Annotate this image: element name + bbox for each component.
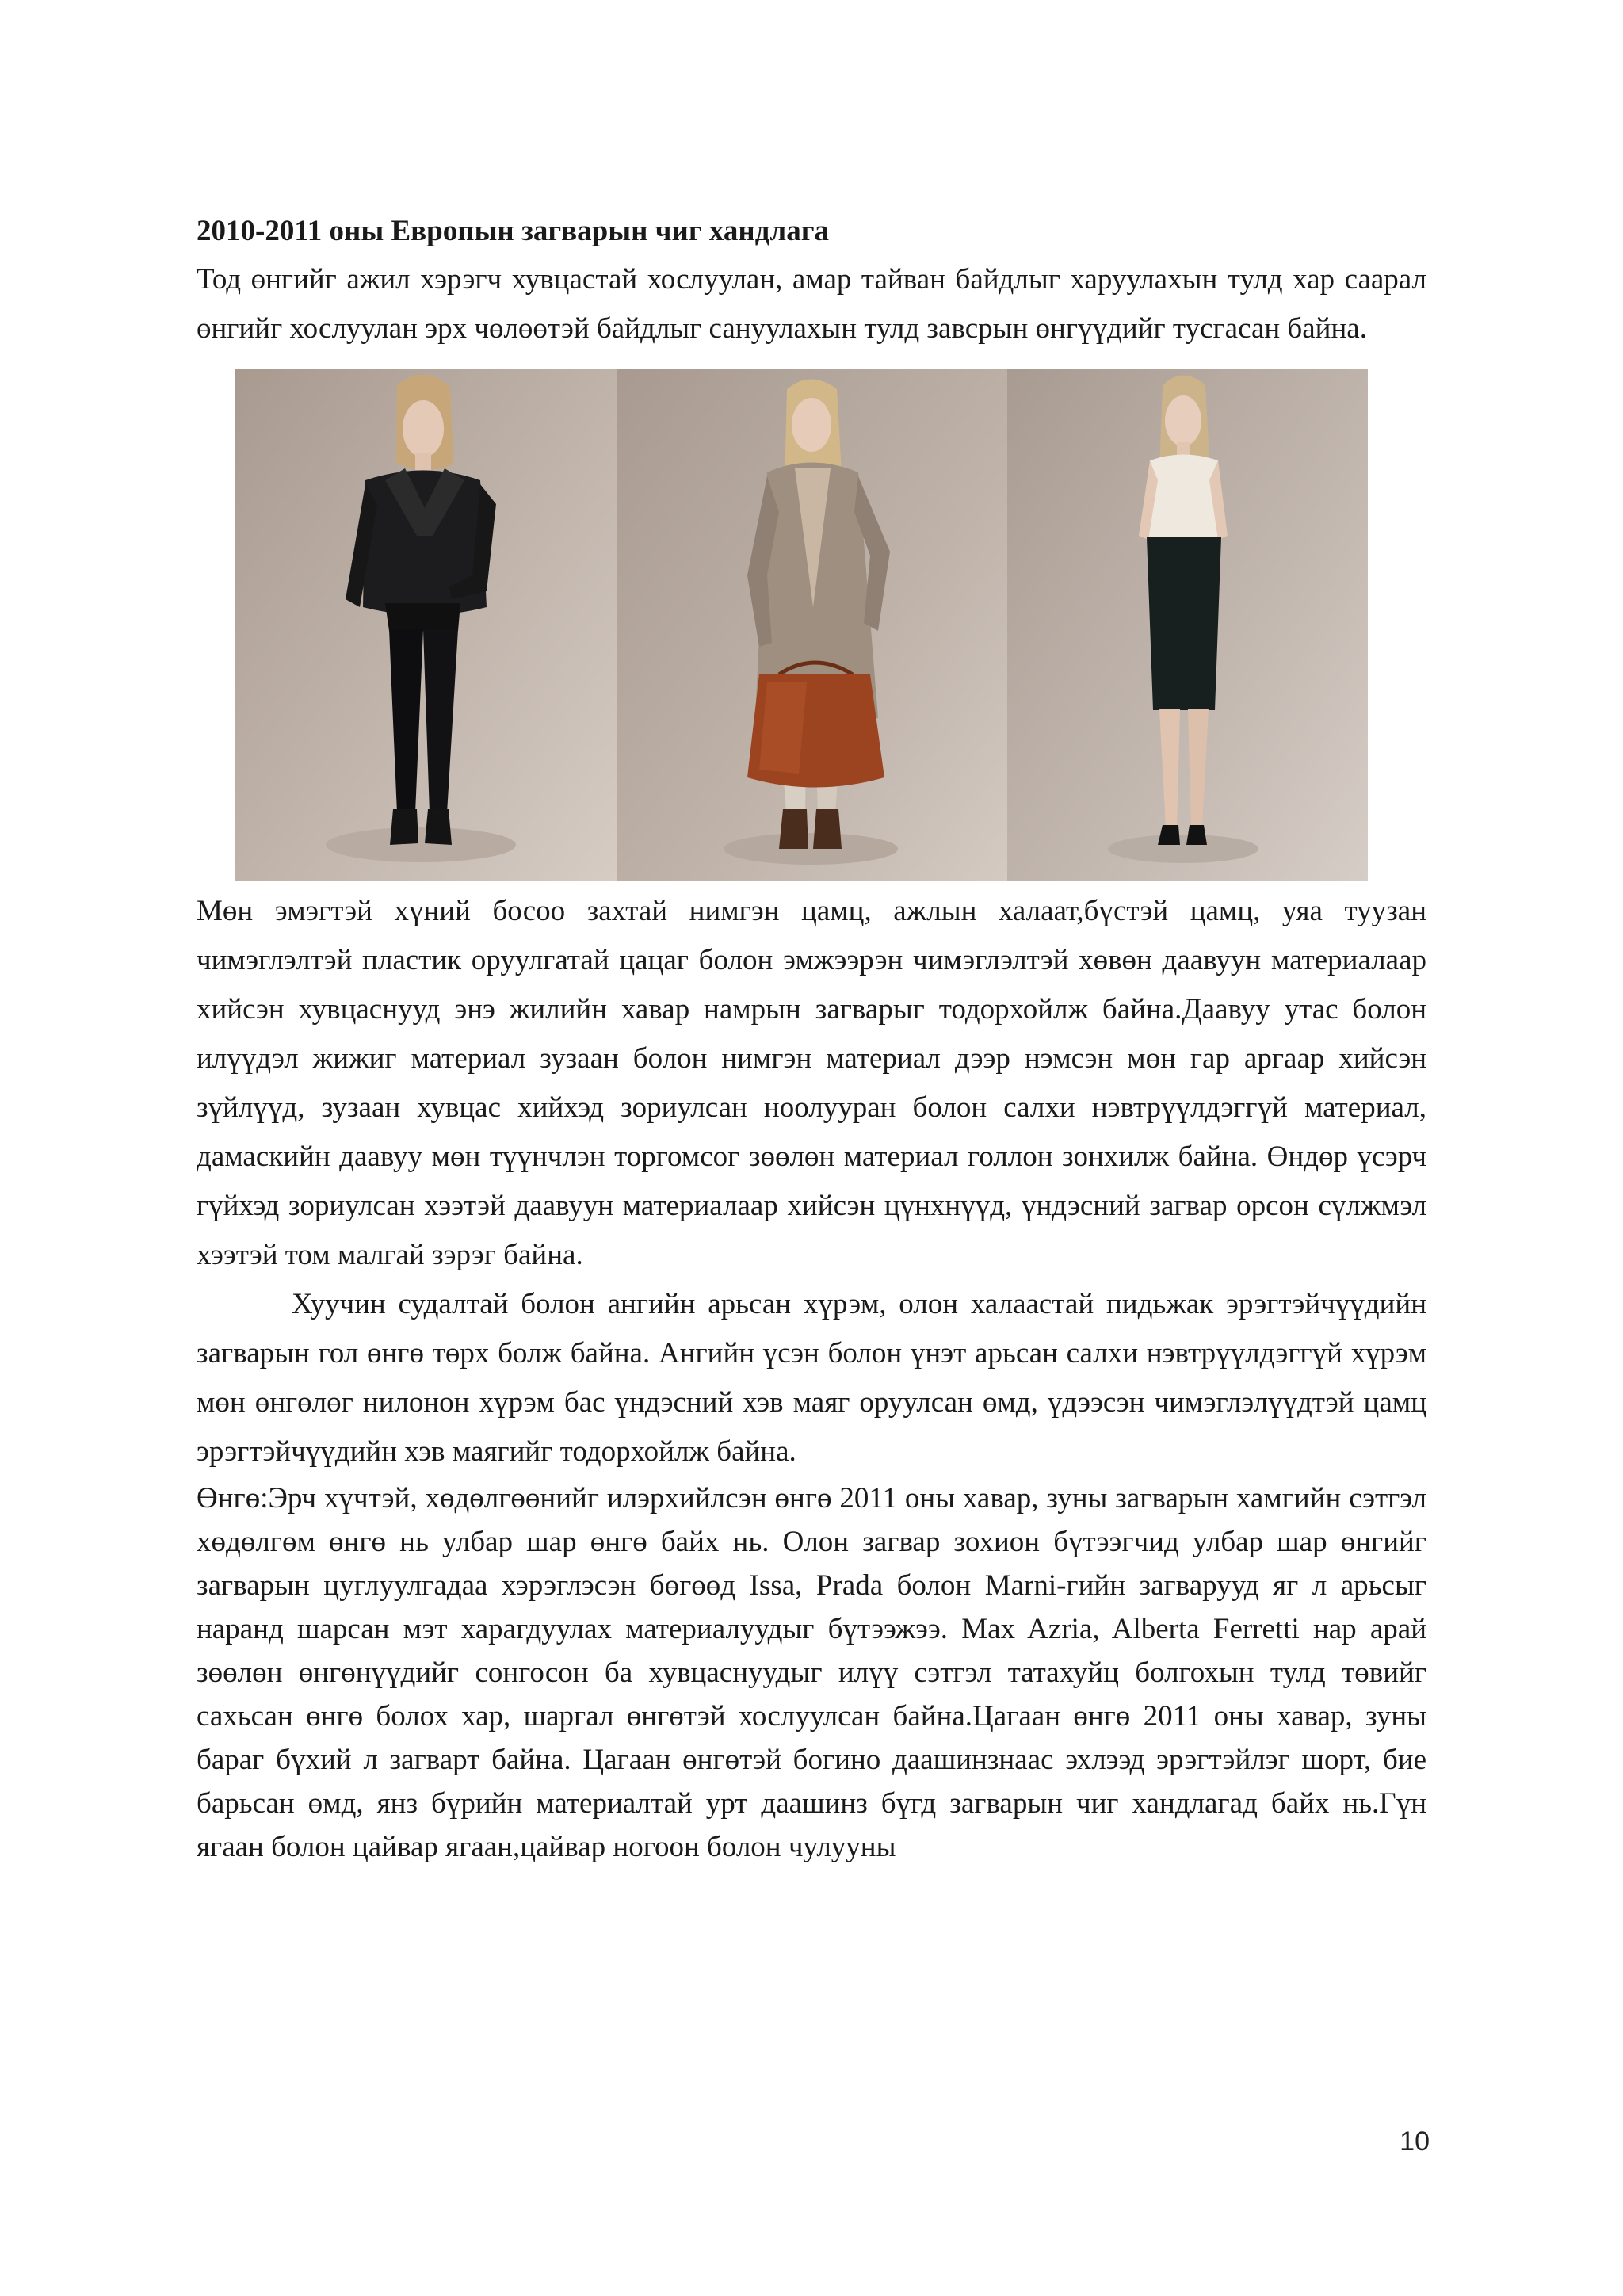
intro-paragraph: Тод өнгийг ажил хэрэгч хувцастай хослуулан, амар тайван байдлыг харуулахын тулд хар саарал өнгийг хослуулан эрх чөлөөтэй байдлыг сануулахын тулд завсрын өнгүүдийг тусгасан байна. bbox=[197, 263, 1426, 345]
page-number: 10 bbox=[1400, 2126, 1430, 2157]
fashion-photo-figure bbox=[235, 369, 1368, 881]
leather-jacket-illustration bbox=[235, 369, 617, 881]
model-coat-handbag-photo bbox=[617, 369, 1007, 881]
model-leather-jacket-photo bbox=[235, 369, 617, 881]
model-pencil-skirt-photo bbox=[1007, 369, 1368, 881]
section-heading: 2010-2011 оны Европын загварын чиг хандлага bbox=[197, 215, 830, 247]
paragraph-colors: Өнгө:Эрч хүчтэй, хөдөлгөөнийг илэрхийлсэн өнгө 2011 оны хавар, зуны загварын хамгийн сэтгэл хөдөлгөм өнгө нь улбар шар өнгө байх нь. Олон загвар зохион бүтээгчид улбар шар өнгийг загварын цуглуулгадаа хэрэглэсэн бөгөөд Issa, Prada болон Marni-гийн загварууд яг л арьсыг наранд шарсан мэт харагдуулах материалуудыг бүтээжээ. Max Azria, Alberta Ferretti нар арай зөөлөн өнгөнүүдийг сонгосон ба хувцаснуудыг илүү сэтгэл татахуйц болгохын тулд төвийг сахьсан өнгө болох хар, шаргал өнгөтэй хослуулсан байна.Цагаан өнгө 2011 оны хавар, зуны бараг бүхий л загварт байна. Цагаан өнгөтэй богино даашинзнаас эхлээд эрэгтэйлэг шорт, бие барьсан өмд, янз бүрийн материалтай урт даашинз бүгд загварын чиг хандлагад байх нь.Гүн ягаан болон цайвар ягаан,цайвар ногоон болон чулууны bbox=[197, 1482, 1426, 1863]
paragraph-fabrics: Мөн эмэгтэй хүний босоо захтай нимгэн цамц, ажлын халаат,бүстэй цамц, уяа туузан чимэглэлтэй пластик оруулгатай цацаг болон эмжээрэн чимэглэлтэй хөвөн даавуун материалаар хийсэн хувцаснууд энэ жилийн хавар намрын загварыг тодорхойлж байна.Даавуу утас болон илүүдэл жижиг материал зузаан болон нимгэн материал дээр нэмсэн мөн гар аргаар хийсэн зүйлүүд, зузаан хувцас хийхэд зориулсан ноолууран болон салхи нэвтрүүлдэггүй материал, дамаскийн даавуу мөн түүнчлэн торгомсог зөөлөн материал голлон зонхилж байна. Өндөр үсэрч гүйхэд зориулсан хээтэй даавуун материалаар хийсэн цүнхнүүд, үндэсний загвар орсон сүлжмэл хээтэй том малгай зэрэг байна. bbox=[197, 895, 1426, 1271]
pencil-skirt-illustration bbox=[1007, 369, 1368, 881]
page-content bbox=[197, 208, 1426, 1869]
paragraph-menswear: Хуучин судалтай болон ангийн арьсан хүрэм, олон халаастай пидьжак эрэгтэйчүүдийн загварын гол өнгө төрх болж байна. Ангийн үсэн болон үнэт арьсан салхи нэвтрүүлдэггүй хүрэм мөн өнгөлөг нилонон хүрэм бас үндэсний хэв маяг оруулсан өмд, үдээсэн чимэглэлүүдтэй цамц эрэгтэйчүүдийн хэв маягийг тодорхойлж байна. bbox=[197, 1288, 1426, 1468]
coat-handbag-illustration bbox=[617, 369, 1007, 881]
